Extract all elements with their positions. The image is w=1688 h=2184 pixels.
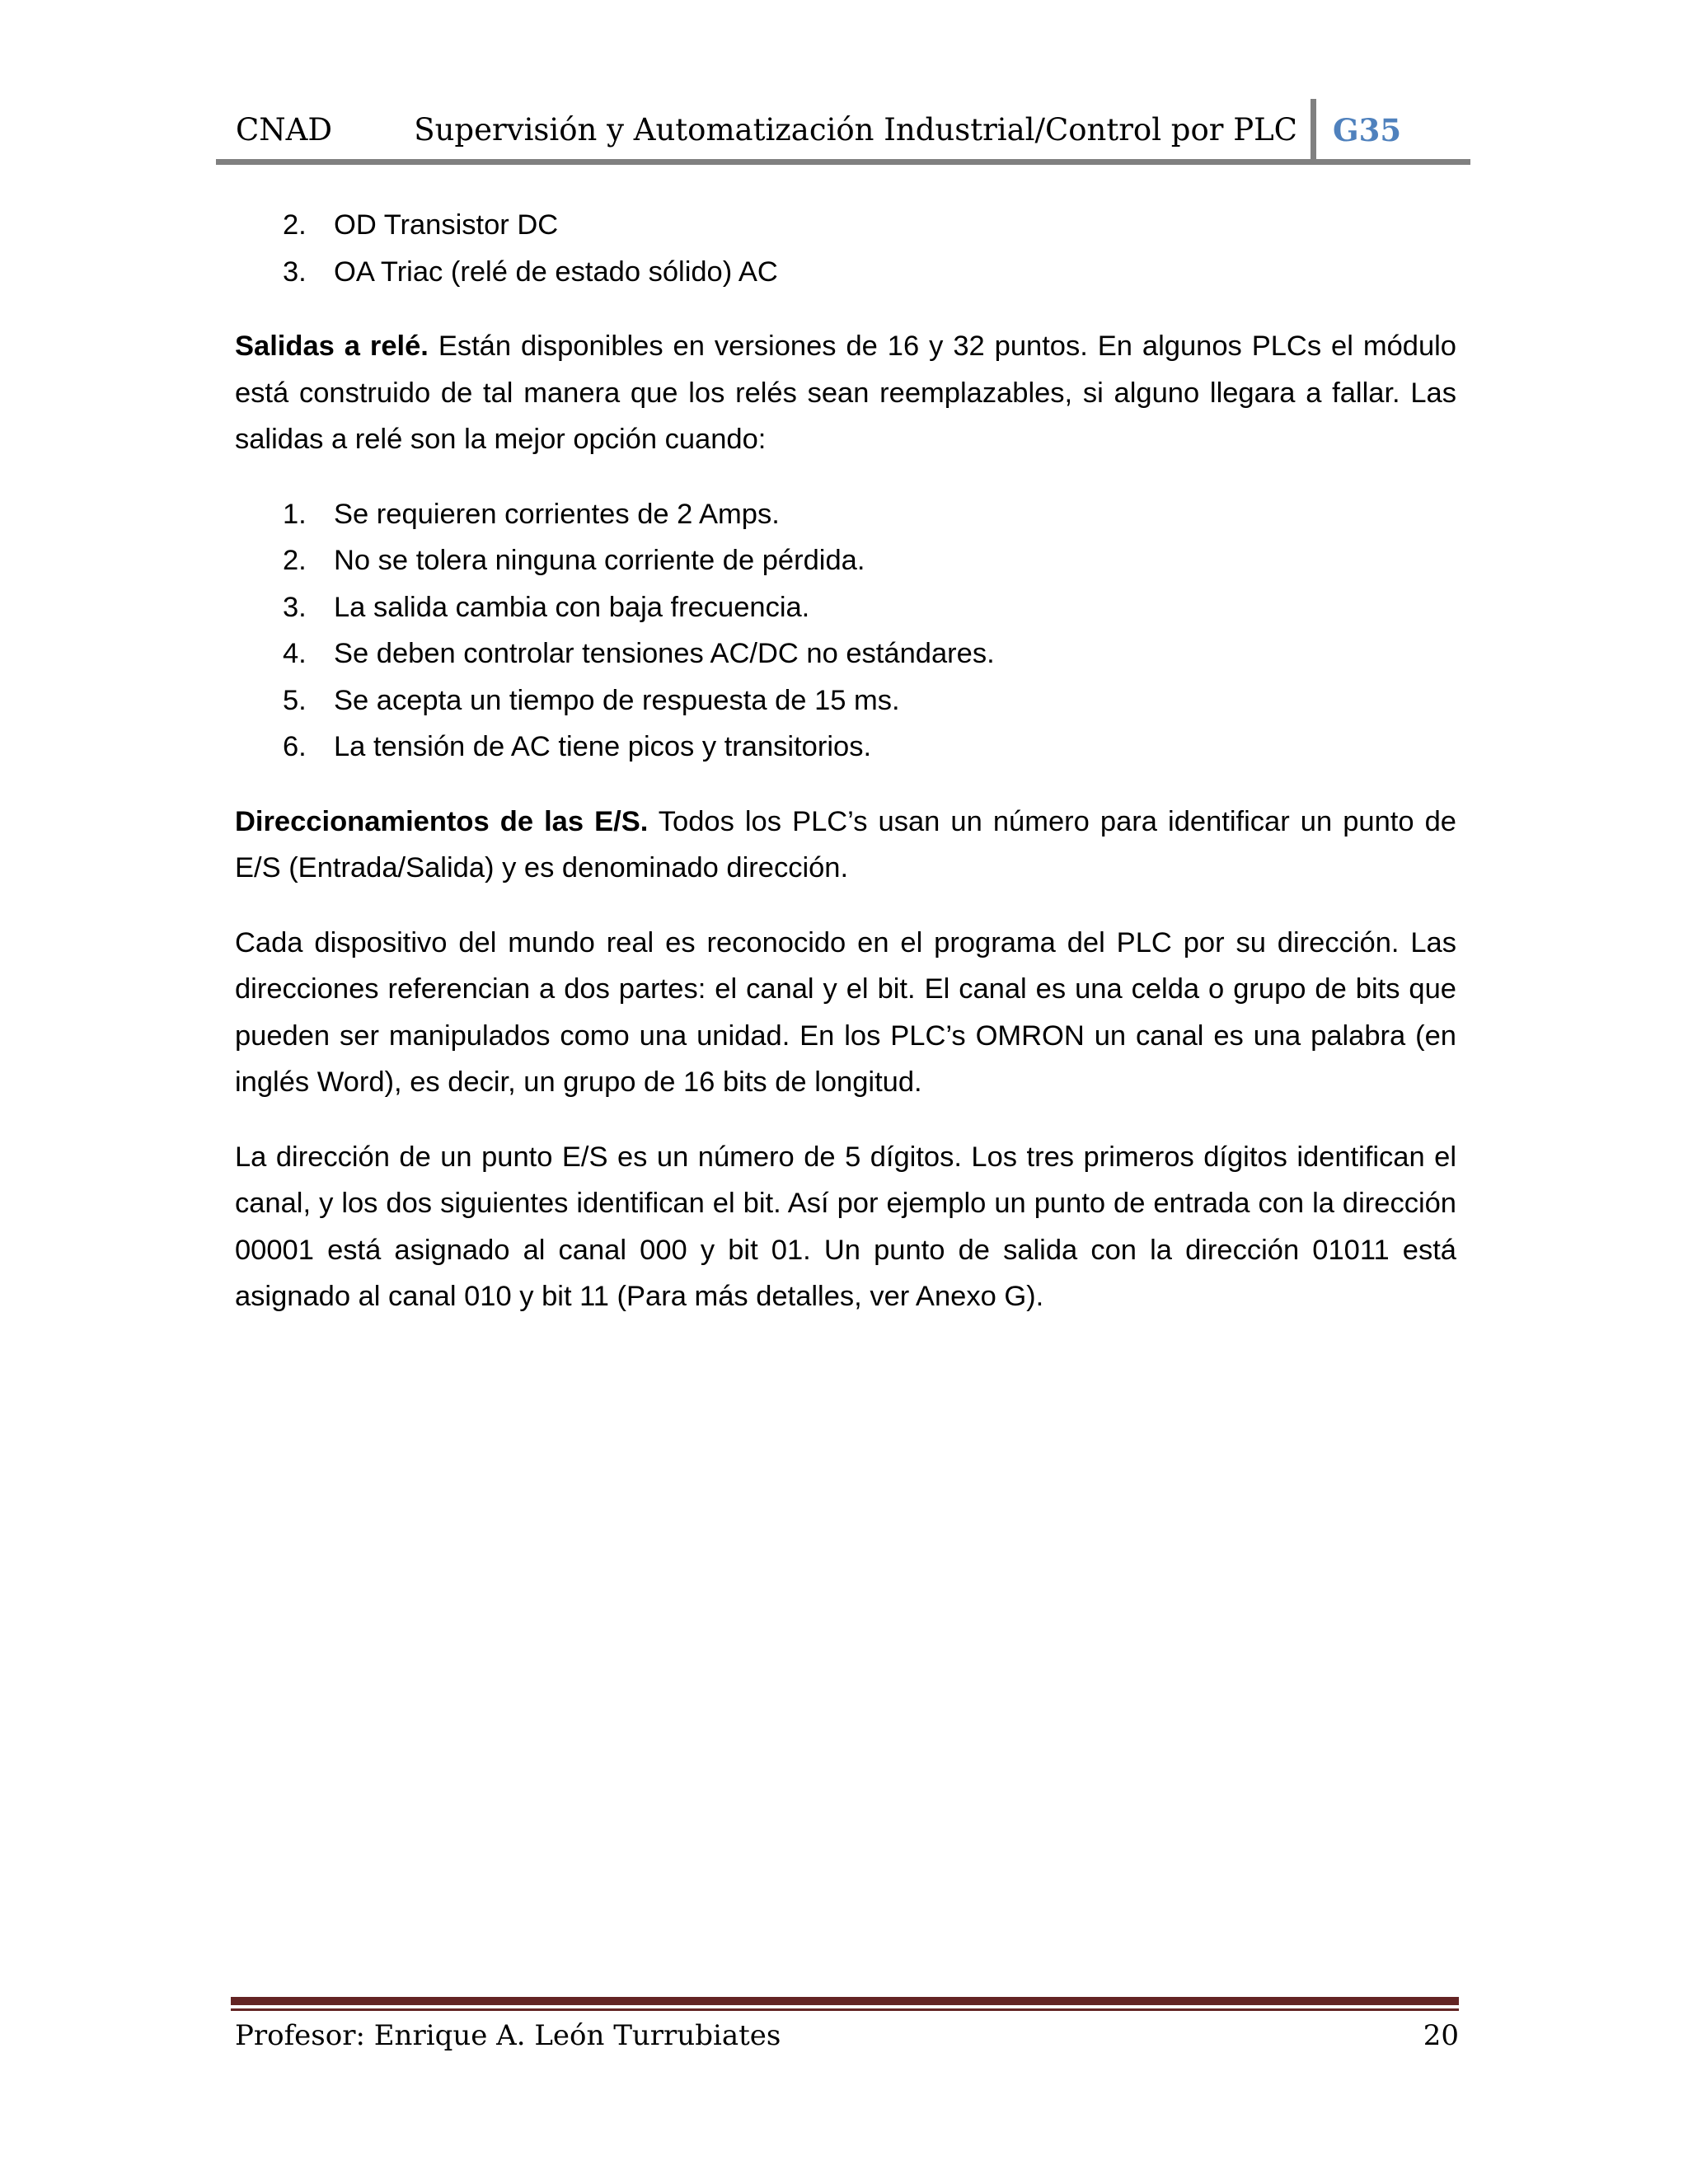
paragraph-address-format: La dirección de un punto E/S es un número de 5 dígitos. Los tres primeros dígitos identifican el canal, y los dos siguientes identifican el bit. Así por ejemplo un punto de entrada con la dirección 00001 está asignado al canal 000 y bit 01. Un punto de salida con la dirección 01011 está asignado al canal 010 y bit 11 (Para más detalles, ver Anexo G).	[235, 1141, 1456, 1312]
list-item-number: 5.	[283, 684, 307, 716]
paragraph-text: Están disponibles en versiones de 16 y 32 puntos. En algunos PLCs el módulo está construido de tal manera que los relés sean reemplazables, si alguno llegara a fallar. Las salidas a relé son la mejor opción cuando:	[235, 330, 1456, 455]
header-institution: CNAD	[236, 112, 333, 148]
list-item-number: 3.	[283, 255, 307, 288]
paragraph-lead: Salidas a relé.	[235, 330, 429, 362]
list-item-number: 4.	[283, 638, 307, 669]
list-item	[235, 249, 1456, 296]
list-item-number: 2.	[283, 209, 307, 241]
relay-conditions-list	[235, 491, 1456, 771]
page-header	[216, 97, 1470, 163]
footer-rule-thin	[231, 2008, 1459, 2011]
paragraph-device-address: Cada dispositivo del mundo real es reconocido en el programa del PLC por su dirección. Las direcciones referencian a dos partes: el canal y el bit. El canal es una celda o grupo de bits que pueden ser manipulados como una unidad. En los PLC’s OMRON un canal es una palabra (en inglés Word), es decir, un grupo de 16 bits de longitud.	[235, 926, 1456, 1098]
list-item	[235, 202, 1456, 249]
list-item-text: Se acepta un tiempo de respuesta de 15 ms.	[334, 684, 900, 716]
paragraph-text: Todos los PLC’s usan un número para identificar un punto de E/S (Entrada/Salida) y es denominado dirección.	[235, 805, 1456, 883]
list-item-text: No se tolera ninguna corriente de pérdida.	[334, 545, 865, 576]
page-number: 20	[1423, 2019, 1459, 2052]
header-course-title: Supervisión y Automatización Industrial/Control por PLC	[414, 112, 1297, 148]
list-item	[235, 677, 1456, 724]
list-item-text: La tensión de AC tiene picos y transitorios.	[334, 731, 872, 762]
list-item-number: 2.	[283, 545, 307, 576]
list-item-text: Se deben controlar tensiones AC/DC no estándares.	[334, 638, 995, 669]
list-item	[235, 630, 1456, 677]
header-divider	[1311, 99, 1316, 163]
list-item-number: 1.	[283, 498, 307, 530]
list-item-text: La salida cambia con baja frecuencia.	[334, 591, 810, 623]
output-types-list	[235, 202, 1456, 295]
list-item	[235, 584, 1456, 631]
paragraph-relay-outputs	[235, 323, 1456, 463]
list-item-text: OD Transistor DC	[334, 209, 559, 241]
list-item-text: OA Triac (relé de estado sólido) AC	[334, 255, 778, 288]
header-rule	[216, 159, 1470, 165]
page-body	[235, 202, 1456, 1320]
list-item-text: Se requieren corrientes de 2 Amps.	[334, 498, 780, 530]
header-code: G35	[1333, 112, 1402, 148]
list-item-number: 3.	[283, 591, 307, 623]
paragraph-lead: Direccionamientos de las E/S.	[235, 805, 649, 837]
footer-author: Profesor: Enrique A. León Turrubiates	[235, 2019, 781, 2052]
list-item	[235, 491, 1456, 538]
list-item	[235, 537, 1456, 584]
list-item-number: 6.	[283, 731, 307, 762]
footer-rule	[231, 1997, 1459, 2005]
list-item	[235, 724, 1456, 771]
paragraph-io-addressing	[235, 799, 1456, 892]
